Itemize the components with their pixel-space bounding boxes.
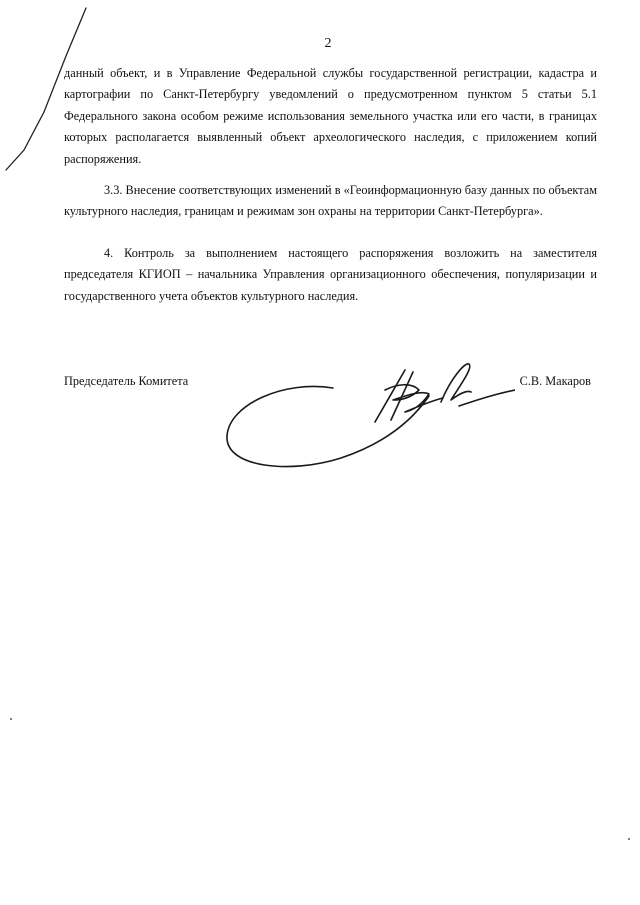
signer-name: С.В. Макаров	[519, 374, 591, 388]
scan-speck	[10, 718, 12, 720]
signer-role: Председатель Комитета	[64, 374, 189, 388]
page-number: 2	[324, 36, 332, 51]
scan-speck	[628, 838, 630, 840]
paragraph-notification: данный объект, и в Управление Федеральной службы государственной регистрации, кадастра и картографии по Санкт-Петербургу уведомлений о предусмотренном пунктом 5 статьи 5.1 Федерального закона особом режиме использования земельного участка или его части, в границах которых располагается выявленный объект археологического наследия, с приложением копий распоряжения.	[64, 66, 597, 166]
handwritten-signature	[215, 350, 515, 480]
paragraph-3-3: 3.3. Внесение соответствующих изменений в «Геоинформационную базу данных по объектам культурного наследия, границам и режимам зон охраны на территории Санкт-Петербурга».	[64, 183, 597, 219]
paragraph-4: 4. Контроль за выполнением настоящего распоряжения возложить на заместителя председателя КГИОП – начальника Управления организационного обеспечения, популяризации и государственного учета объектов культурного наследия.	[64, 246, 597, 303]
